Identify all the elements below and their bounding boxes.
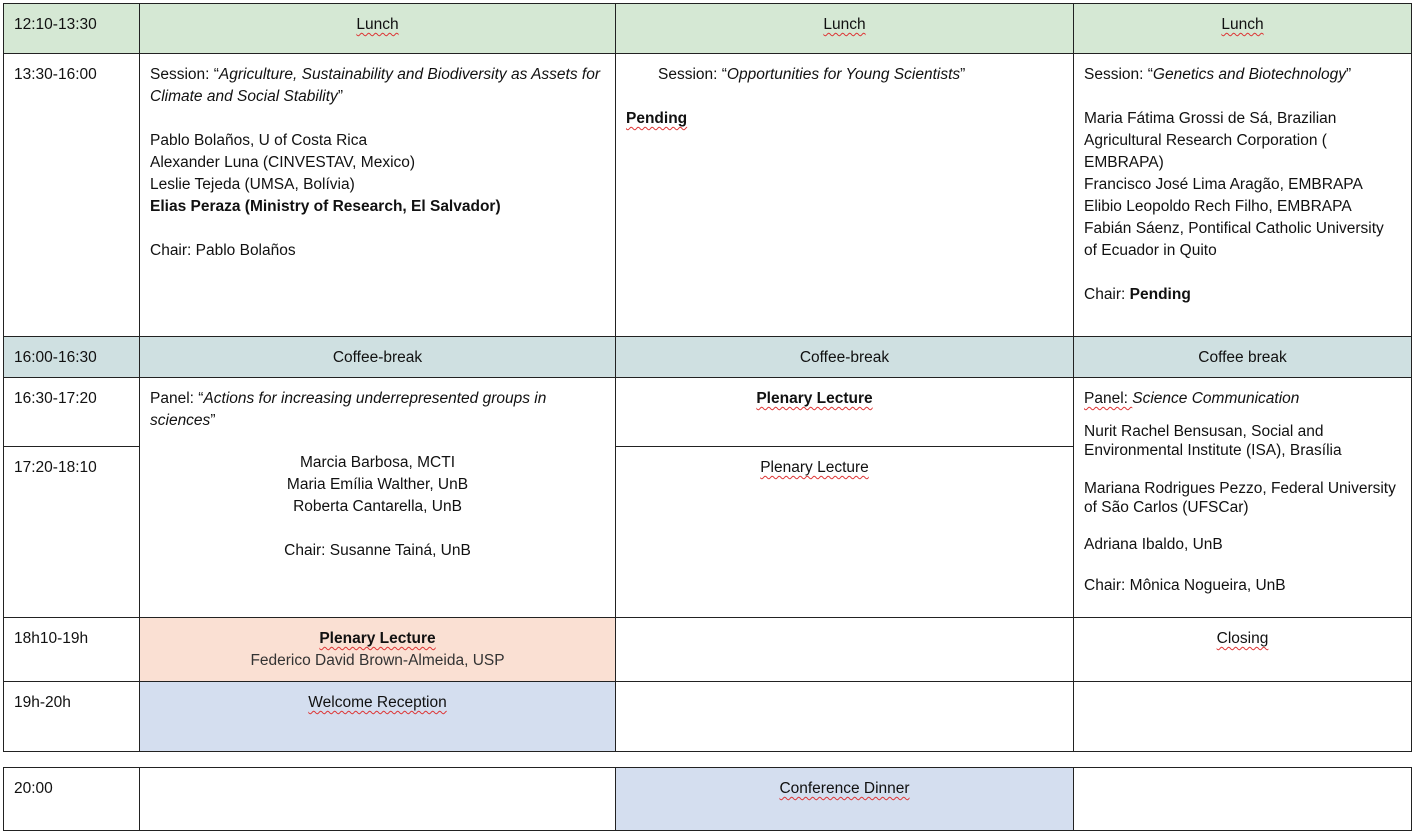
speaker: Leslie Tejeda (UMSA, Bolívia) (150, 176, 355, 193)
panel-science-communication (1073, 377, 1412, 618)
speaker: Elias Peraza (Ministry of Research, El Salvador) (150, 198, 501, 215)
empty-20-day3 (1073, 767, 1412, 831)
conference-dinner: Conference Dinner (615, 767, 1074, 831)
time-1630: 16:30-17:20 (3, 377, 140, 447)
speaker: Maria Emília Walther, UnB (286, 476, 469, 493)
plenary-lecture-1: Plenary Lecture (615, 377, 1074, 447)
session-title-line: Session: “Opportunities for Young Scientists” (658, 66, 966, 83)
session-title-line: Session: “Agriculture, Sustainability and Biodiversity as Assets for Climate and Social Stability” (150, 66, 600, 105)
lunch-day3: Lunch (1073, 3, 1412, 54)
plenary-lecture-2: Plenary Lecture (615, 446, 1074, 618)
chair: Chair: Susanne Tainá, UnB (284, 542, 471, 559)
coffee-day2: Coffee-break (615, 336, 1074, 378)
panel-title-line: Panel: Science Communication (1084, 390, 1300, 407)
chair: Chair: Mônica Nogueira, UnB (1084, 577, 1286, 594)
chair: Chair: Pending (1084, 286, 1191, 303)
time-afternoon: 13:30-16:00 (3, 53, 140, 337)
speaker: Roberta Cantarella, UnB (293, 498, 462, 515)
panel-title-line: Panel: “Actions for increasing underrepresented groups in sciences” (150, 390, 547, 429)
pending-label: Pending (626, 110, 688, 127)
time-lunch: 12:10-13:30 (3, 3, 140, 54)
empty-20-day1 (139, 767, 616, 831)
welcome-reception: Welcome Reception (139, 681, 616, 752)
session-young-scientists (615, 53, 1074, 337)
speaker: Adriana Ibaldo, UnB (1084, 536, 1223, 553)
speaker: Elibio Leopoldo Rech Filho, EMBRAPA (1084, 198, 1352, 215)
session-agriculture (139, 53, 616, 337)
lunch-day2: Lunch (615, 3, 1074, 54)
lunch-day1: Lunch (139, 3, 616, 54)
time-1810: 18h10-19h (3, 617, 140, 682)
speaker: Mariana Rodrigues Pezzo, Federal University of São Carlos (UFSCar) (1084, 480, 1396, 516)
plenary-title: Plenary Lecture (319, 630, 436, 647)
speaker: Fabián Sáenz, Pontifical Catholic University of Ecuador in Quito (1084, 220, 1384, 259)
session-title-line: Session: “Genetics and Biotechnology” (1084, 66, 1352, 83)
time-coffee: 16:00-16:30 (3, 336, 140, 378)
panel-underrepresented (139, 377, 616, 618)
plenary-speaker: Federico David Brown-Almeida, USP (250, 652, 505, 669)
time-1720: 17:20-18:10 (3, 446, 140, 618)
time-19: 19h-20h (3, 681, 140, 752)
time-20: 20:00 (3, 767, 140, 831)
speaker: Alexander Luna (CINVESTAV, Mexico) (150, 154, 416, 171)
empty-19-day2 (615, 681, 1074, 752)
empty-1810-day2 (615, 617, 1074, 682)
speaker: Pablo Bolaños, U of Costa Rica (150, 132, 368, 149)
speaker: Maria Fátima Grossi de Sá, Brazilian Agricultural Research Corporation ( EMBRAPA) (1084, 110, 1337, 171)
coffee-day3: Coffee break (1073, 336, 1412, 378)
coffee-day1: Coffee-break (139, 336, 616, 378)
plenary-evening (139, 617, 616, 682)
speaker: Marcia Barbosa, MCTI (299, 454, 456, 471)
empty-19-day3 (1073, 681, 1412, 752)
closing: Closing (1073, 617, 1412, 682)
session-genetics (1073, 53, 1412, 337)
chair: Chair: Pablo Bolaños (150, 242, 296, 259)
speaker: Nurit Rachel Bensusan, Social and Environmental Institute (ISA), Brasília (1084, 423, 1342, 459)
speaker: Francisco José Lima Aragão, EMBRAPA (1084, 176, 1363, 193)
